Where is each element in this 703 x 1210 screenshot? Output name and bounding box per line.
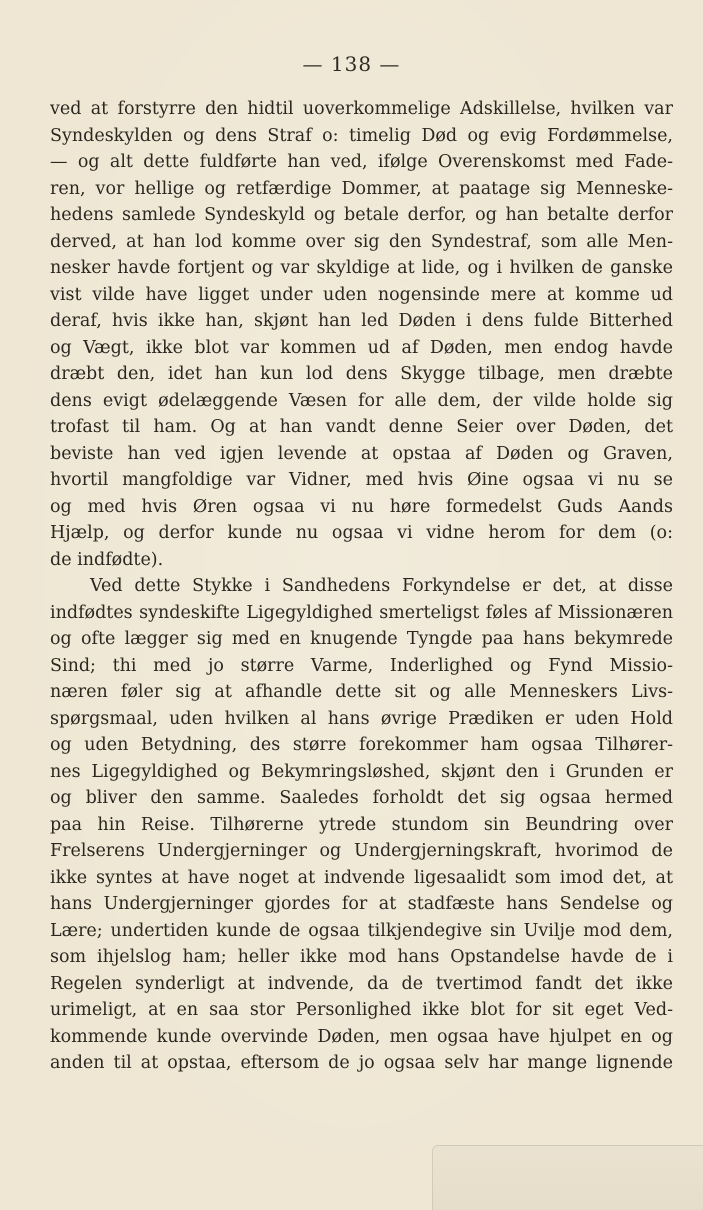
text-line: anden til at opstaa, eftersom de jo ogsaa selv har mange lignende — [50, 1053, 673, 1073]
text-line: Regelen synderligt at indvende, da de tvertimod fandt det ikke — [50, 973, 673, 994]
text-line: spørgsmaal, uden hvilken al hans øvrige Prædiken er uden Hold — [50, 708, 673, 729]
text-line: hvortil mangfoldige var Vidner, med hvis Øine ogsaa vi nu se — [50, 470, 673, 490]
text-line: hedens samlede Syndeskyld og betale derfor, og han betalte derfor — [50, 205, 673, 225]
text-line: nes Ligegyldighed og Bekymringsløshed, skjønt den i Grunden er — [50, 761, 673, 782]
text-line: og uden Betydning, des større forekommer ham ogsaa Tilhører- — [50, 735, 673, 755]
text-line: Hjælp, og derfor kunde nu ogsaa vi vidne herom for dem (o: — [50, 523, 673, 543]
body-text — [50, 96, 673, 1077]
text-line: Frelserens Undergjerninger og Undergjerningskraft, hvorimod de — [50, 841, 673, 861]
text-line: hans Undergjerninger gjordes for at stadfæste hans Sendelse og — [50, 894, 673, 914]
text-line: som ihjelslog ham; heller ikke mod hans Opstandelse havde de i — [50, 947, 673, 967]
text-line: ved at forstyrre den hidtil uoverkommelige Adskillelse, hvilken var — [50, 99, 673, 119]
text-line: og Vægt, ikke blot var kommen ud af Døden, men endog havde — [50, 337, 673, 358]
text-line: Syndeskylden og dens Straf o: timelig Død og evig Fordømmelse, — [50, 125, 673, 146]
text-line: og bliver den samme. Saaledes forholdt det sig ogsaa hermed — [50, 788, 673, 808]
text-line: Sind; thi med jo større Varme, Inderlighed og Fynd Missio- — [50, 655, 673, 676]
text-line: og ofte lægger sig med en knugende Tyngde paa hans bekymrede — [50, 629, 673, 649]
text-line: trofast til ham. Og at han vandt denne Seier over Døden, det — [50, 417, 673, 437]
paragraph-start-line: Ved dette Stykke i Sandhedens Forkyndelse er det, at disse — [90, 576, 673, 596]
text-line: næren føler sig at afhandle dette sit og alle Menneskers Livs- — [50, 682, 673, 702]
text-line: ren, vor hellige og retfærdige Dommer, at paatage sig Menneske- — [50, 178, 673, 199]
text-line: urimeligt, at en saa stor Personlighed ikke blot for sit eget Ved- — [50, 1000, 673, 1020]
page-edge-shadow — [432, 1145, 703, 1210]
text-line: — og alt dette fuldførte han ved, ifølge Overenskomst med Fade- — [50, 152, 673, 172]
text-line: paa hin Reise. Tilhørerne ytrede stundom sin Beundring over — [50, 814, 673, 835]
page-number: — 138 — — [302, 52, 401, 76]
text-line: dens evigt ødelæggende Væsen for alle dem, der vilde holde sig — [50, 390, 673, 411]
text-line: vist vilde have ligget under uden nogensinde mere at komme ud — [50, 284, 673, 305]
text-line: nesker havde fortjent og var skyldige at lide, og i hvilken de ganske — [50, 258, 673, 278]
paragraph-end-line: de indfødte). — [50, 549, 164, 570]
text-line: deraf, hvis ikke han, skjønt han led Døden i dens fulde Bitterhed — [50, 311, 673, 331]
text-line: derved, at han lod komme over sig den Syndestraf, som alle Men- — [50, 231, 673, 252]
text-line: kommende kunde overvinde Døden, men ogsaa have hjulpet en og — [50, 1026, 673, 1047]
text-line: indfødtes syndeskifte Ligegyldighed smerteligst føles af Missionæren — [50, 602, 673, 623]
text-line: og med hvis Øren ogsaa vi nu høre formedelst Guds Aands — [50, 496, 673, 517]
text-line: ikke syntes at have noget at indvende ligesaalidt som imod det, at — [50, 867, 673, 888]
text-line: dræbt den, idet han kun lod dens Skygge tilbage, men dræbte — [50, 364, 673, 384]
text-line: beviste han ved igjen levende at opstaa af Døden og Graven, — [50, 443, 673, 464]
text-line: Lære; undertiden kunde de ogsaa tilkjendegive sin Uvilje mod dem, — [50, 920, 673, 941]
